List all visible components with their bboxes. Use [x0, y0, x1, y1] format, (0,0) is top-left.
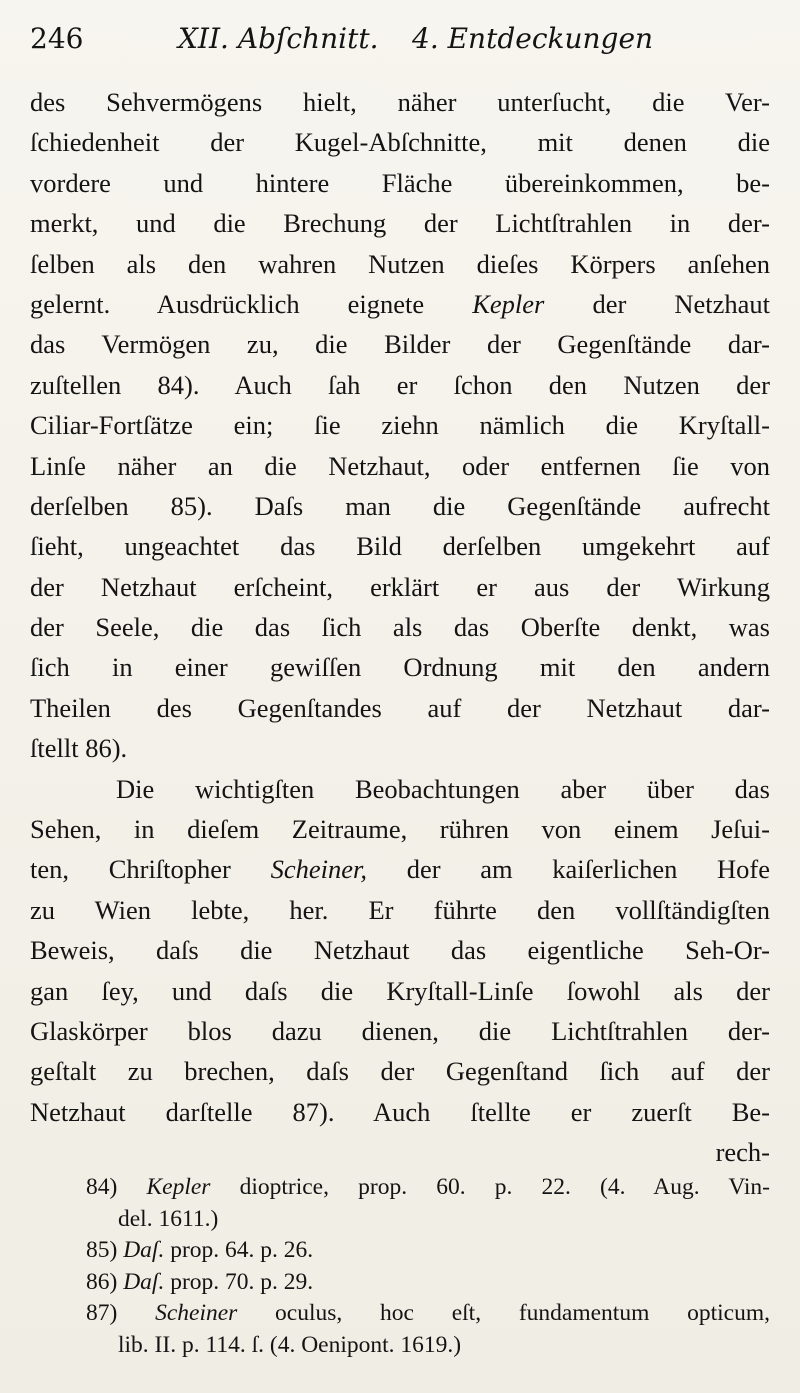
text-line: der Seele, die das ſich als das Oberſte denkt, was [30, 612, 770, 643]
footnote-author: Kepler [146, 1174, 211, 1200]
main-text [30, 82, 770, 1173]
footnote-text: prop. 64. p. 26. [170, 1237, 314, 1263]
footnote-text: oculus, hoc eſt, fundamentum opticum, [275, 1300, 770, 1326]
footnote-86 [86, 1267, 770, 1299]
text-line: Sehen, in dieſem Zeitraume, rühren von einem Jeſui- [30, 814, 770, 845]
text-line [30, 849, 770, 889]
footnote-84-continuation: del. 1611.) [118, 1205, 219, 1232]
text-segment: ten, Chriſtopher [30, 854, 231, 885]
text-line: vordere und hintere Fläche übereinkommen, be- [30, 167, 770, 198]
text-line: ſieht, ungeachtet das Bild derſelben umgekehrt auf [30, 531, 770, 562]
text-line: ſelben als den wahren Nutzen dieſes Körpers anſehen [30, 248, 770, 279]
text-line: Beweis, daſs die Netzhaut das eigentliche Seh-Or- [30, 935, 770, 966]
text-line: gan ſey, und daſs die Kryſtall-Linſe ſowohl als der [30, 975, 770, 1006]
footnote-number: 87) [86, 1300, 118, 1326]
text-line: ſchiedenheit der Kugel-Abſchnitte, mit denen die [30, 127, 770, 158]
text-segment: der am kaiſerlichen Hofe [406, 854, 771, 885]
section-title: XII. Abſchnitt. [178, 22, 379, 55]
text-line: ſtellt 86). [30, 733, 128, 764]
text-line [30, 284, 770, 324]
text-segment: der Netzhaut [592, 288, 771, 319]
author-name-kepler: Kepler [472, 288, 545, 319]
text-line: merkt, und die Brechung der Lichtſtrahlen in der- [30, 208, 770, 239]
footnote-87 [86, 1298, 770, 1330]
text-line: das Vermögen zu, die Bilder der Gegenſtände dar- [30, 329, 770, 360]
text-line: Theilen des Gegenſtandes auf der Netzhaut dar- [30, 692, 770, 723]
text-segment: gelernt. Ausdrücklich eignete [30, 288, 425, 319]
footnote-number: 85) [86, 1237, 118, 1263]
footnote-number: 86) [86, 1268, 118, 1295]
text-line: ſich in einer gewiſſen Ordnung mit den andern [30, 652, 770, 683]
text-line: zuſtellen 84). Auch ſah er ſchon den Nutzen der [30, 369, 770, 400]
footnote-text: dioptrice, prop. 60. p. 22. (4. Aug. Vin- [239, 1174, 771, 1200]
footnote-84 [86, 1172, 770, 1204]
chapter-title: 4. Entdeckungen [412, 22, 654, 55]
text-line: der Netzhaut erſcheint, erklärt er aus der Wirkung [30, 571, 770, 602]
author-name-scheiner: Scheiner, [270, 854, 367, 885]
paragraph-start-line: Die wichtigſten Beobachtungen aber über das [116, 773, 770, 804]
text-line: Linſe näher an die Netzhaut, oder entfernen ſie von [30, 450, 770, 481]
footnotes [86, 1172, 770, 1361]
text-line: geſtalt zu brechen, daſs der Gegenſtand ſich auf der [30, 1056, 770, 1087]
footnote-author: Daſ. [123, 1268, 165, 1295]
text-line: derſelben 85). Daſs man die Gegenſtände aufrecht [30, 490, 770, 521]
footnote-author: Scheiner [155, 1300, 238, 1326]
page-number: 246 [30, 22, 84, 55]
footnote-87-continuation: lib. II. p. 114. ſ. (4. Oenipont. 1619.) [118, 1331, 462, 1358]
catchword: rech- [715, 1137, 770, 1168]
footnote-number: 84) [86, 1174, 118, 1200]
text-line: Ciliar-Fortſätze ein; ſie ziehn nämlich die Kryſtall- [30, 410, 770, 441]
footnote-85 [86, 1235, 770, 1267]
footnote-text: prop. 70. p. 29. [170, 1268, 314, 1295]
text-line: des Sehvermögens hielt, näher unterſucht, die Ver- [30, 87, 770, 117]
text-line: Glaskörper blos dazu dienen, die Lichtſtrahlen der- [30, 1015, 770, 1046]
text-line: Netzhaut darſtelle 87). Auch ſtellte er zuerſt Be- [30, 1096, 770, 1127]
running-header [30, 22, 770, 62]
text-line: zu Wien lebte, her. Er führte den vollſtändigſten [30, 894, 770, 925]
footnote-author: Daſ. [123, 1237, 165, 1263]
